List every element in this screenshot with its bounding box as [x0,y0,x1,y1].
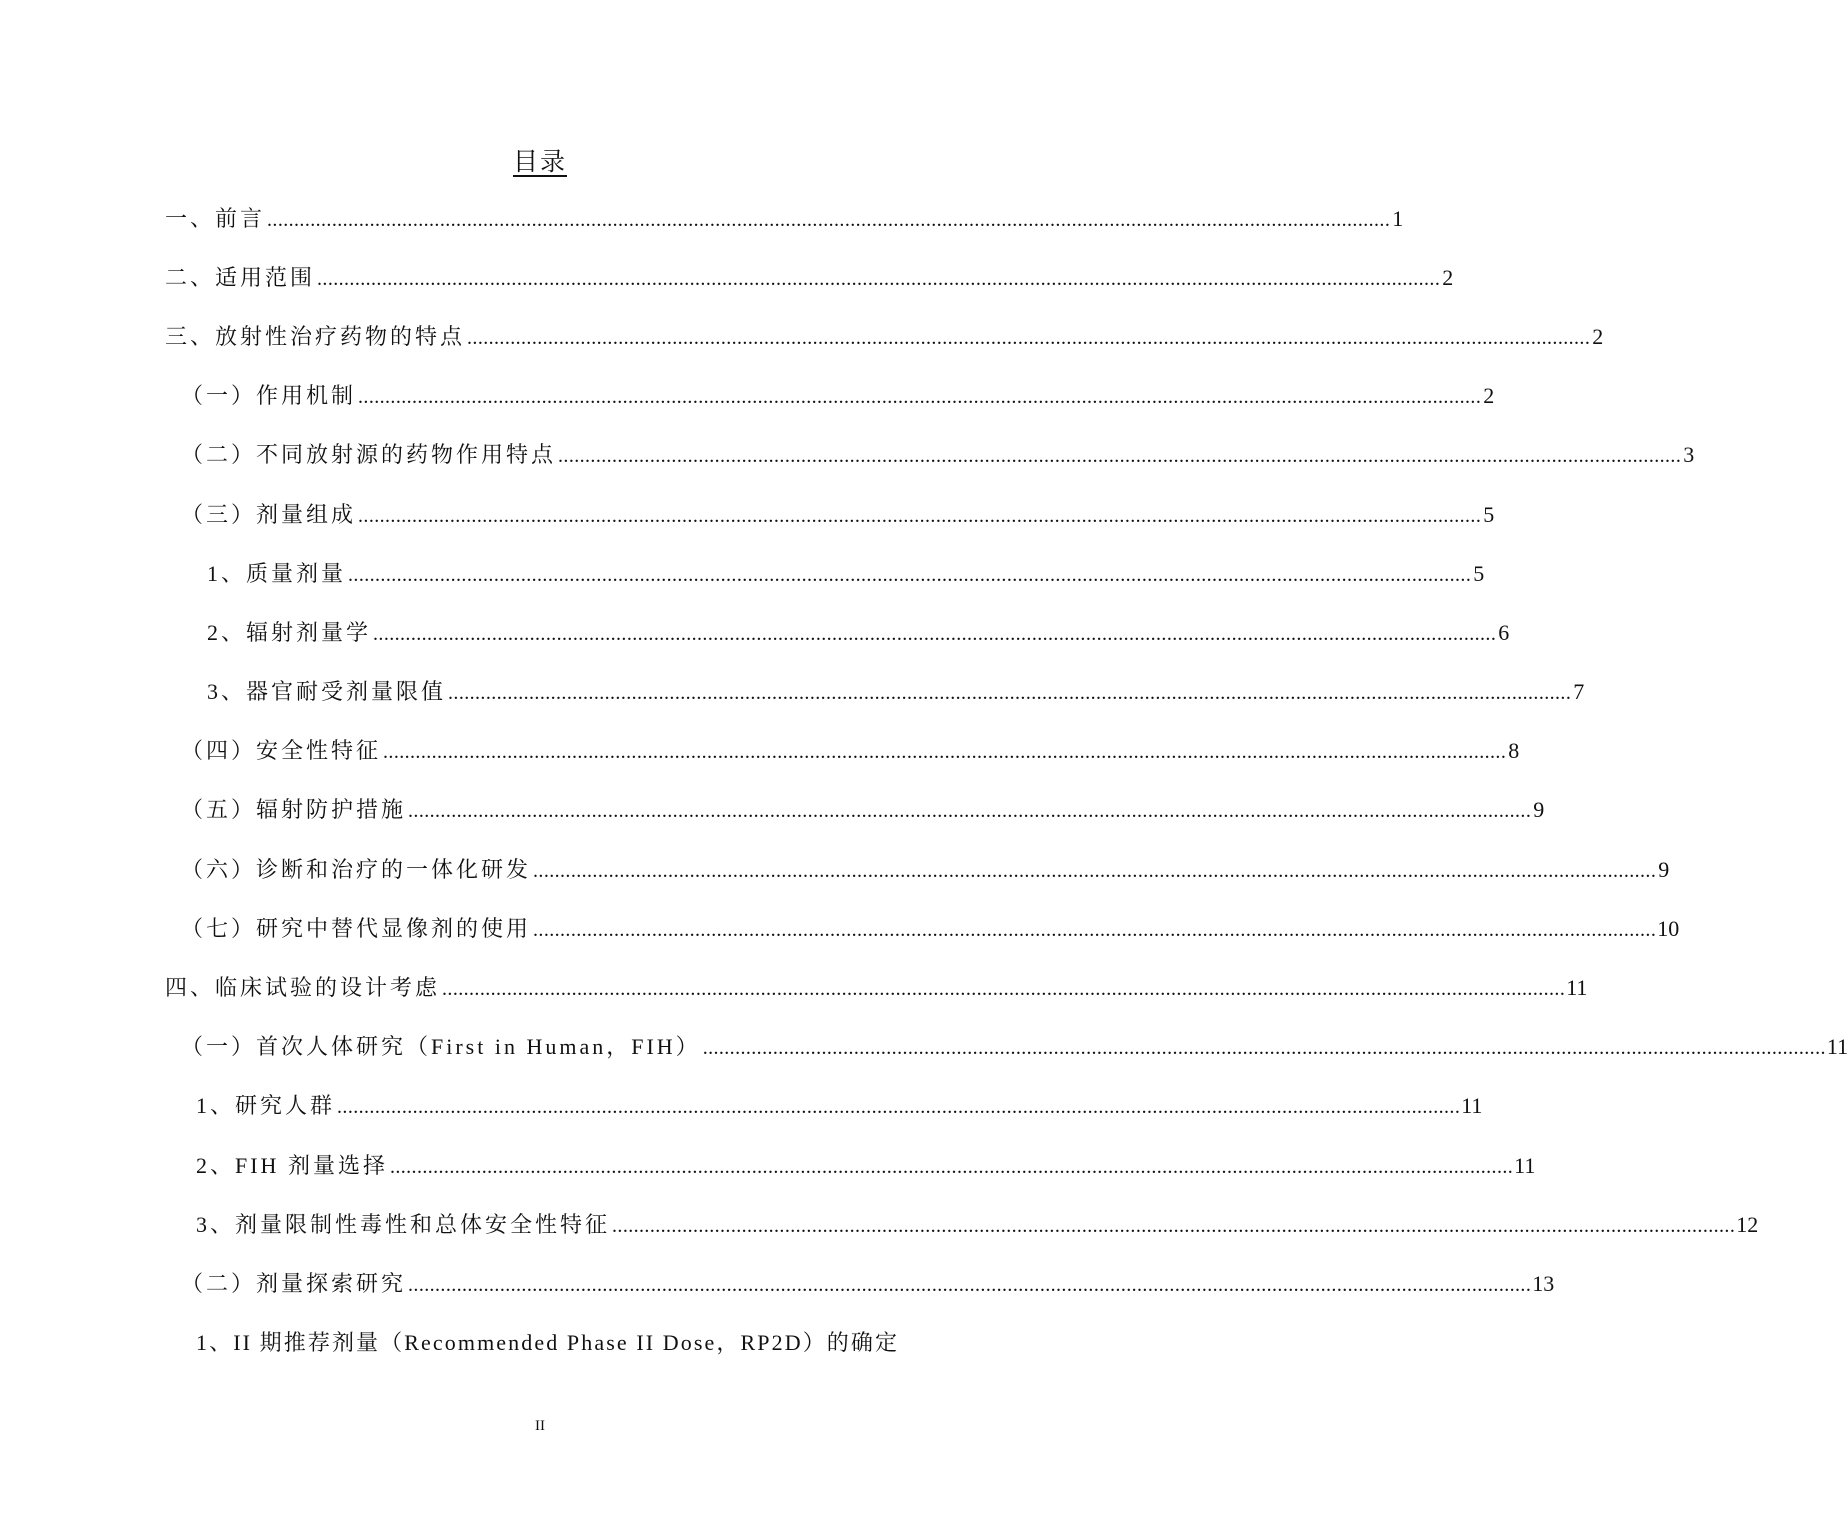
toc-entry-page: 13 [1532,1270,1555,1296]
toc-entry[interactable] [0,1254,1555,1313]
toc-entry-label: 3、剂量限制性毒性和总体安全性特征 [196,1211,611,1237]
toc-entry-label: 3、器官耐受剂量限值 [207,679,447,705]
toc-entry-label: （一）作用机制 [181,383,357,409]
toc-title: 目录 [512,149,567,176]
toc-leader-dots: ................................................................................................................................................................................................................ [317,267,1441,290]
toc-leader-dots: ................................................................................................................................................................................................................ [358,504,1482,527]
toc-entry-page: 2 [1442,264,1454,290]
toc-entry-page: 3 [1683,442,1695,468]
toc-leader-dots: ................................................................................................................................................................................................................ [383,741,1507,764]
toc-entry-label: 1、质量剂量 [207,560,347,586]
toc-entry[interactable] [0,722,1520,781]
toc-leader-dots: ................................................................................................................................................................................................................ [612,1214,1736,1237]
toc-entry-page: 11 [1826,1034,1848,1060]
toc-entry-continued[interactable] [0,1314,1080,1373]
toc-entry-label: 1、研究人群 [196,1093,336,1119]
toc-entry-label: （二）不同放射源的药物作用特点 [181,442,557,468]
toc-list [0,189,1848,1373]
toc-leader-dots: ................................................................................................................................................................................................................ [467,326,1591,349]
toc-entry-label: 二、适用范围 [165,264,316,290]
toc-entry[interactable] [0,426,1695,485]
toc-entry[interactable] [0,307,1604,366]
toc-entry[interactable] [0,189,1404,248]
toc-entry-label: （二）剂量探索研究 [181,1270,407,1296]
toc-entry-page: 7 [1573,679,1585,705]
toc-leader-dots: ................................................................................................................................................................................................................ [348,563,1472,586]
toc-entry-label: 三、放射性治疗药物的特点 [165,323,466,349]
toc-entry-label: 1、II 期推荐剂量（Recommended Phase II Dose，RP2D）的确定 [196,1330,900,1356]
toc-entry-label: 2、FIH 剂量选择 [196,1152,388,1178]
toc-entry-label: 一、前言 [165,205,266,231]
toc-leader-dots: ................................................................................................................................................................................................................ [267,208,1391,231]
toc-entry-page: 9 [1658,856,1670,882]
toc-entry-page: 10 [1657,915,1680,941]
toc-leader-dots: ................................................................................................................................................................................................................ [408,1273,1532,1296]
toc-leader-dots: ................................................................................................................................................................................................................ [373,622,1497,645]
toc-entry-page: 8 [1508,738,1520,764]
toc-leader-dots: ................................................................................................................................................................................................................ [558,445,1682,468]
toc-entry-page: 2 [1592,323,1604,349]
toc-entry-label: （六）诊断和治疗的一体化研发 [181,856,532,882]
toc-entry[interactable] [0,1136,1536,1195]
toc-entry[interactable] [0,248,1454,307]
toc-leader-dots: ................................................................................................................................................................................................................ [448,682,1572,705]
toc-entry[interactable] [0,544,1485,603]
toc-entry-label: 2、辐射剂量学 [207,619,372,645]
toc-leader-dots: ................................................................................................................................................................................................................ [442,978,1566,1001]
toc-entry-page: 1 [1392,205,1404,231]
toc-entry[interactable] [0,958,1588,1017]
toc-entry[interactable] [0,1018,1848,1077]
toc-entry-page: 12 [1736,1211,1759,1237]
toc-entry-label: （一）首次人体研究（First in Human，FIH） [181,1034,701,1060]
toc-entry[interactable] [0,1077,1483,1136]
toc-entry-label: （四）安全性特征 [181,738,382,764]
toc-entry-label: （三）剂量组成 [181,501,357,527]
toc-leader-dots: ................................................................................................................................................................................................................ [533,859,1657,882]
toc-entry[interactable] [0,781,1545,840]
toc-entry-page: 11 [1514,1152,1536,1178]
toc-entry-page: 5 [1483,501,1495,527]
toc-entry[interactable] [0,485,1495,544]
toc-entry[interactable] [0,603,1510,662]
toc-leader-dots: ................................................................................................................................................................................................................ [389,1155,1514,1178]
toc-entry[interactable] [0,1195,1759,1254]
toc-leader-dots: ................................................................................................................................................................................................................ [337,1096,1461,1119]
toc-entry[interactable] [0,840,1670,899]
toc-entry-label: 四、临床试验的设计考虑 [165,975,441,1001]
toc-entry-page: 5 [1473,560,1485,586]
toc-leader-dots: ................................................................................................................................................................................................................ [358,386,1482,409]
toc-leader-dots: ................................................................................................................................................................................................................ [702,1037,1826,1060]
toc-entry[interactable] [0,663,1585,722]
toc-entry[interactable] [0,367,1495,426]
toc-entry[interactable] [0,899,1680,958]
toc-entry-page: 6 [1498,619,1510,645]
toc-entry-page: 11 [1566,975,1588,1001]
toc-leader-dots: ................................................................................................................................................................................................................ [408,800,1532,823]
toc-entry-page: 2 [1483,383,1495,409]
toc-entry-label: （五）辐射防护措施 [181,797,407,823]
toc-entry-label: （七）研究中替代显像剂的使用 [181,915,532,941]
toc-entry-page: 11 [1461,1093,1483,1119]
toc-entry-page: 9 [1533,797,1545,823]
page-number: II [535,1418,545,1434]
toc-leader-dots: ................................................................................................................................................................................................................ [533,918,1657,941]
